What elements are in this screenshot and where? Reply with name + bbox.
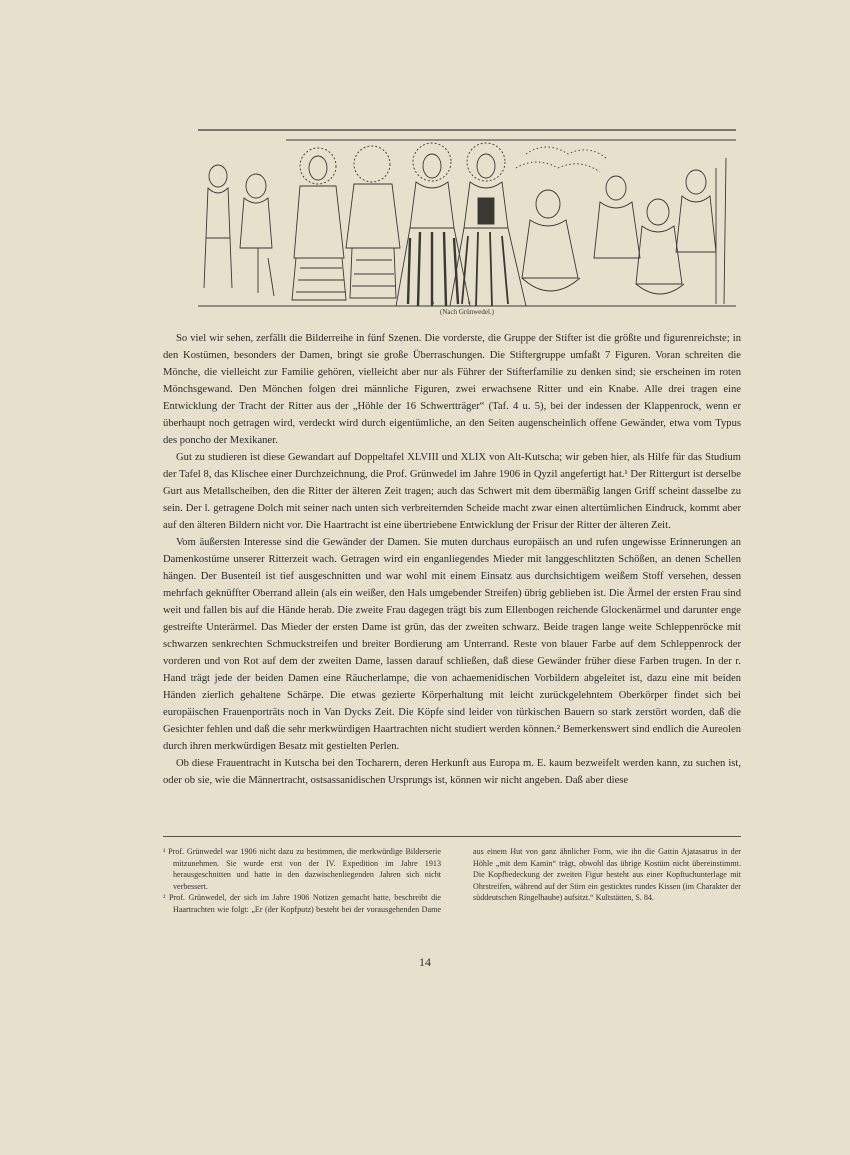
paragraph: So viel wir sehen, zerfällt die Bilderreihe in fünf Szenen. Die vorderste, die Gruppe der Stifter ist die größte und figurenreichste; in den Kostümen, besonders der Damen, bringt sie große Überraschungen. Die Stiftergruppe umfaßt 7 Figuren. Voran schreiten die Mönche, die vielleicht zur Familie gehören, vielleicht aber nur als Führer der Stifterfamilie zu denken sind; sie erscheinen im roten Mönchsgewand. Den Mönchen folgen drei männliche Figuren, zwei erwachsene Ritter und ein Knabe. Alle drei tragen eine Entwicklung der Tracht der Ritter aus der „Höhle der 16 Schwertträger“ (Taf. 4 u. 5), bei der indessen der Klappenrock, wenn er überhaupt noch getragen wird, verdeckt wird durch eigentümliche, an den Seiten augenscheinlich offene Gewänder, etwa vom Typus des poncho der Mexikaner. bbox=[163, 333, 741, 446]
line-drawing-illustration bbox=[196, 128, 738, 316]
footnote: ² Prof. Grünwedel, der sich im Jahre 1906 Notizen gemacht hatte, beschreibt die Haartrachten wie folgt: „Er (der Kopfputz) besteht bei der vorausgehenden Dame aus einem Hut von ganz ähnlicher Form, wie ihn die Gattin Ajatasatrus in der Höhle „mit dem Kamin“ trägt, obwohl das übrige Kostüm nicht übereinstimmt. Die Kopfbedeckung der zweiten Figur besteht aus einer Kopftuchunterlage mit Ohrstreifen, während auf der Stirn ein gesticktes rundes Kissen (im Charakter der süddeutschen Ringelhaube) aufsitzt.“ Kultstätten, S. 84. bbox=[163, 847, 741, 914]
figure-caption: (Nach Grünwedel.) bbox=[439, 308, 495, 316]
paragraph: Vom äußersten Interesse sind die Gewänder der Damen. Sie muten durchaus europäisch an und rufen ungewisse Erinnerungen an Damenkostüme unserer Ritterzeit wach. Getragen wird ein enganliegendes Mieder mit langgeschlitzten Schößen, an denen Schellen hängen. Der Busenteil ist tief ausgeschnitten und war wohl mit einem Einsatz aus durchsichtigem weißem Stoff versehen, dessen mehrfach geknüffter Oberrand allein (als ein weißer, den Hals umgebender Streifen) übrig geblieben ist. Die Ärmel der ersten Frau sind weit und fallen bis auf die Hände herab. Die zweite Frau dagegen trägt bis zum Ellenbogen reichende Glockenärmel und darunter enge gestreifte Unterärmel. Das Mieder der ersten Dame ist grün, das der zweiten schwarz. Beide tragen lange weite Schleppenröcke mit schwarzen senkrechten Schmuckstreifen und breiter Bordierung am Unterrand. Reste von blauer Farbe auf dem Schleppenrock der vorderen und von Rot auf dem der zweiten Dame, lassen darauf schließen, daß diese Gewänder früher diese Farben trugen. In der r. Hand trägt jede der beiden Damen eine Räucherlampe, die von achaemenidischen Vorbildern abgeleitet ist, dazu eine mit beiden Händen zierlich gehaltene Schärpe. Die etwas gezierte Körperhaltung mit leicht zurückgelehntem Oberkörper findet sich bei europäischen Frauenporträts noch in Van Dycks Zeit. Die Köpfe sind leider von türkischen Bauern so stark zerstört worden, daß die Gesichter fehlen und daß die sehr merkwürdigen Haartrachten nicht studiert werden können.² Bemerkenswert sind endlich die Aureolen durch ihren merkwürdigen Besatz mit gestielten Perlen. bbox=[163, 537, 741, 752]
footnotes bbox=[163, 846, 741, 916]
footnote-divider bbox=[163, 836, 741, 837]
main-text bbox=[163, 330, 741, 789]
figure-label-a: a bbox=[432, 301, 435, 306]
donor-scene-drawing bbox=[196, 128, 738, 310]
paragraph: Ob diese Frauentracht in Kutscha bei den Tocharern, deren Herkunft aus Europa m. E. kaum bezweifelt werden kann, zu suchen ist, oder ob sie, wie die Männertracht, ostsassanidischen Ursprungs ist, können wir nicht angeben. Daß aber diese bbox=[163, 758, 741, 786]
footnote: ¹ Prof. Grünwedel war 1906 nicht dazu zu bestimmen, die merkwürdige Bilderserie mitzunehmen. Sie wurde erst von der IV. Expedition im Jahre 1913 herausgeschnitten und hatte in den dazwischenliegenden Jahren sich nicht verbessert. bbox=[163, 847, 441, 891]
figure-label-b: b bbox=[468, 301, 471, 306]
paragraph: Gut zu studieren ist diese Gewandart auf Doppeltafel XLVIII und XLIX von Alt-Kutscha; wir geben hier, als Hilfe für das Studium der Tafel 8, das Klischee einer Durchzeichnung, die Prof. Grünwedel im Jahre 1906 in Qyzil angefertigt hat.¹ Der Rittergurt ist derselbe Gurt aus Metallscheiben, den die Ritter der älteren Zeit tragen; auch das Schwert mit dem übermäßig langen Griff scheint dasselbe zu sein. Der l. getragene Dolch mit seiner nach unten sich verbreiternden Scheide macht zwar einen altertümlichen Eindruck, kommt aber auf den älteren Bildern nicht vor. Die Haartracht ist eine übertriebene Entwicklung der Frisur der Ritter der älteren Zeit. bbox=[163, 452, 741, 531]
page-number: 14 bbox=[419, 955, 431, 969]
